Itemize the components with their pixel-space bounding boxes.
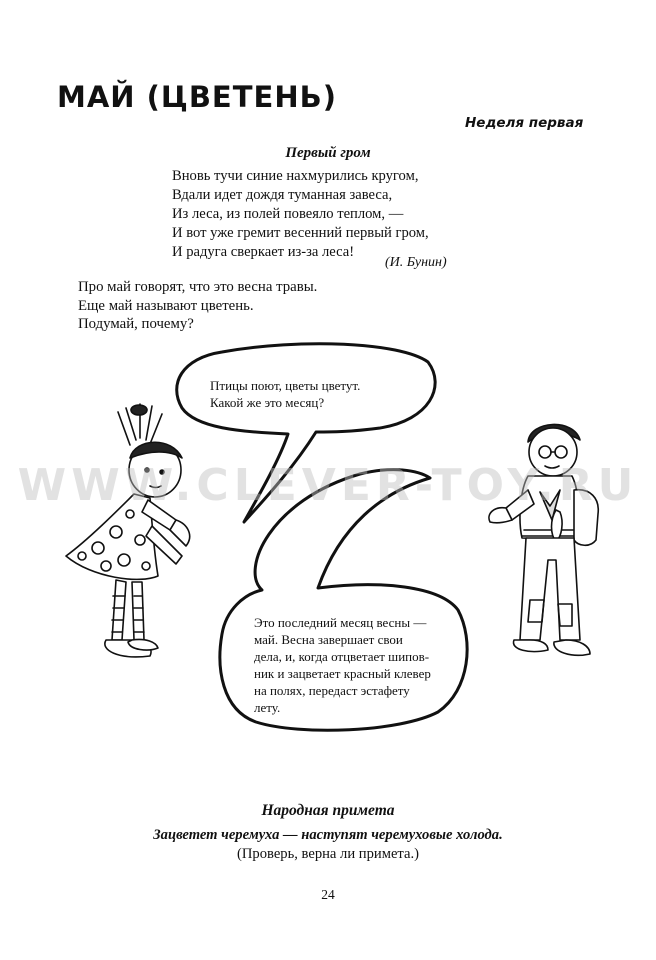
poem-line: И вот уже гремит весенний первый гром,	[172, 225, 429, 241]
bubble-line: Какой же это месяц?	[210, 395, 325, 410]
page-number: 24	[321, 887, 335, 902]
bubble-line: Птицы поют, цветы цветут.	[210, 378, 361, 393]
bubble-line: ник и зацветает красный клевер	[254, 666, 431, 681]
poem-line: И радуга сверкает из-за леса!	[172, 244, 355, 260]
poem-line: Из леса, из полей повеяло теплом, —	[172, 206, 404, 222]
bubble-line: Это последний месяц весны —	[254, 615, 427, 630]
poem-author: (И. Бунин)	[385, 255, 447, 270]
bubble-line: дела, и, когда отцветает шипов-	[254, 649, 430, 664]
folk-sign-check: (Проверь, верна ли примета.)	[237, 846, 419, 862]
poem-line: Вновь тучи синие нахмурились кругом,	[172, 168, 419, 184]
intro-line: Про май говорят, что это весна травы.	[78, 279, 318, 295]
watermark: WWW.CLEVER-TOY.RU	[17, 460, 639, 511]
poem-line: Вдали идет дождя туманная завеса,	[172, 187, 393, 203]
bubble-top-text	[210, 377, 360, 411]
page-title: МАЙ (ЦВЕТЕНЬ)	[57, 80, 337, 114]
bubble-bottom-text	[254, 614, 431, 716]
girl-figure	[66, 404, 190, 657]
intro-line: Еще май называют цветень.	[78, 297, 254, 314]
week-label: Неделя первая	[465, 115, 584, 131]
bubble-line: на полях, передаст эстафету	[254, 683, 410, 698]
folk-sign-title: Народная примета	[261, 802, 395, 819]
folk-sign-text: Зацветет черемуха — наступят черемуховые холода.	[153, 827, 503, 843]
poem-title: Первый гром	[285, 145, 371, 161]
intro-line: Подумай, почему?	[78, 316, 194, 332]
bubble-line: лету.	[254, 700, 281, 715]
bubble-line: май. Весна завершает свои	[254, 632, 403, 647]
